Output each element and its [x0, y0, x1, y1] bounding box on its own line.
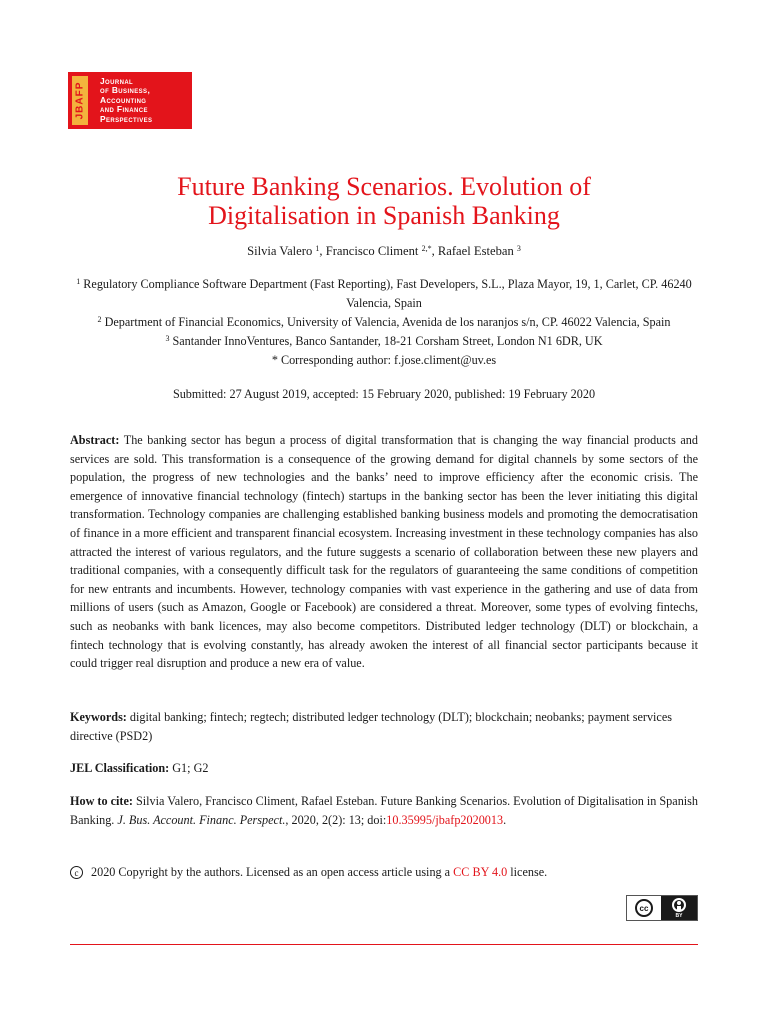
author-name: Silvia Valero [247, 244, 313, 258]
copyright-end: license. [510, 865, 548, 879]
cite-label: How to cite: [70, 794, 133, 808]
affiliation-text: Regulatory Compliance Software Department (Fast Reporting), Fast Developers, S.L., Plaza Mayor, 19, 1, Carlet, CP. 46240 Valencia, Spain [83, 277, 692, 310]
abstract-text: The banking sector has begun a process of digital transformation that is changing the way financial products and services are sold. This transformation is a consequence of the growing demand for digital channels by some sectors of the population, the progress of new technologies and the banks’ need to improve efficiency after the economic crisis. The emergence of innovative financial technology (fintech) startups in the banking sector has been the lever initiating this digital transformation. Technology companies are challenging established banking business models and promoting the democratisation of finance in a more efficient and transparent financial ecosystem. Increasing investment in these technology companies has also attracted the interest of various regulators, and the future suggests a scenario of collaboration between these new players and traditional companies, with a consequently difficult task for the regulators of guaranteeing the same conditions of competition for new entrants and incumbents. However, technology companies with vast experience in the gathering and use of data from millions of users (such as Amazon, Google or Facebook) are considered a threat. Moreover, some types of evolving fintechs, such as neobanks with bank licences, may also become competitors. Distributed ledger technology (DLT) or blockchain, a fintech technology that is evolving constantly, has already awoken the interest of all financial sector participants because it could trigger real disruption and produce a new era of value. [70, 433, 698, 671]
author-name: Rafael Esteban [437, 244, 514, 258]
affiliation-text: Santander InnoVentures, Banco Santander, 18-21 Corsham Street, London N1 6DR, UK [172, 334, 603, 348]
person-icon [672, 898, 686, 912]
copyright-icon: c [70, 866, 83, 879]
affiliation-sup: 3 [165, 334, 170, 343]
doi-link[interactable]: 10.35995/jbafp2020013 [386, 812, 504, 827]
cc-by-badge[interactable] [626, 895, 698, 921]
copyright-notice [70, 865, 698, 880]
logo-line: Accounting [100, 94, 147, 105]
logo-line: Journal [100, 75, 134, 86]
author-sup: 1 [315, 244, 320, 253]
author-name: Francisco Climent [325, 244, 419, 258]
affiliation-sup: 2 [97, 315, 102, 324]
logo-line: Perspectives [100, 113, 153, 124]
affiliation-sup: 1 [76, 277, 81, 286]
abstract-label: Abstract: [70, 433, 120, 447]
affiliations [70, 275, 698, 370]
cite-details: , 2020, 2(2): 13; doi: [285, 812, 387, 827]
jel-text: G1; G2 [172, 761, 209, 775]
logo-line: and Finance [100, 104, 148, 115]
paper-title [70, 172, 698, 230]
title-line-2: Digitalisation in Spanish Banking [208, 201, 560, 230]
submission-dates: Submitted: 27 August 2019, accepted: 15 February 2020, published: 19 February 2020 [172, 387, 596, 401]
author-sup: 2,* [421, 244, 432, 253]
cc-icon: cc [635, 899, 653, 917]
corresponding-author: * Corresponding author: f.jose.climent@uv.es [271, 353, 497, 367]
cite-end: . [503, 812, 507, 827]
footer-rule [70, 944, 698, 945]
author-list [70, 244, 698, 259]
journal-logo [68, 72, 192, 129]
affiliation-2 [70, 313, 698, 332]
cc-section [627, 896, 661, 920]
license-link[interactable]: CC BY 4.0 [453, 865, 508, 879]
author-sep: , [431, 244, 438, 258]
by-section [661, 898, 697, 919]
author-sep: , [319, 244, 326, 258]
affiliation-3 [70, 332, 698, 351]
title-line-1: Future Banking Scenarios. Evolution of [177, 172, 591, 201]
by-label: BY [675, 912, 683, 919]
abstract [70, 431, 698, 673]
affiliation-text: Department of Financial Economics, University of Valencia, Avenida de los naranjos s/n, CP. 46022 Valencia, Spain [104, 315, 671, 329]
cite-text: Silvia Valero, Francisco Climent, Rafael Esteban. Future Banking Scenarios. Evolution of Digitalisation in Spanish Banking. [70, 794, 699, 827]
affiliation-1 [70, 275, 698, 313]
author-sup: 3 [516, 244, 521, 253]
logo-line: of Business, [100, 85, 151, 96]
keywords [70, 708, 698, 745]
jel-label: JEL Classification: [70, 761, 170, 775]
cite-journal: J. Bus. Account. Financ. Perspect. [117, 812, 286, 827]
logo-text [88, 72, 192, 129]
jel-classification [70, 761, 698, 776]
how-to-cite [70, 792, 698, 829]
copyright-text: 2020 Copyright by the authors. Licensed as an open access article using a [91, 865, 451, 879]
keywords-label: Keywords: [70, 710, 127, 724]
keywords-text: digital banking; fintech; regtech; distributed ledger technology (DLT); blockchain; neobanks; payment services directive (PSD2) [70, 710, 672, 743]
logo-mark: JBAFP [72, 76, 88, 125]
